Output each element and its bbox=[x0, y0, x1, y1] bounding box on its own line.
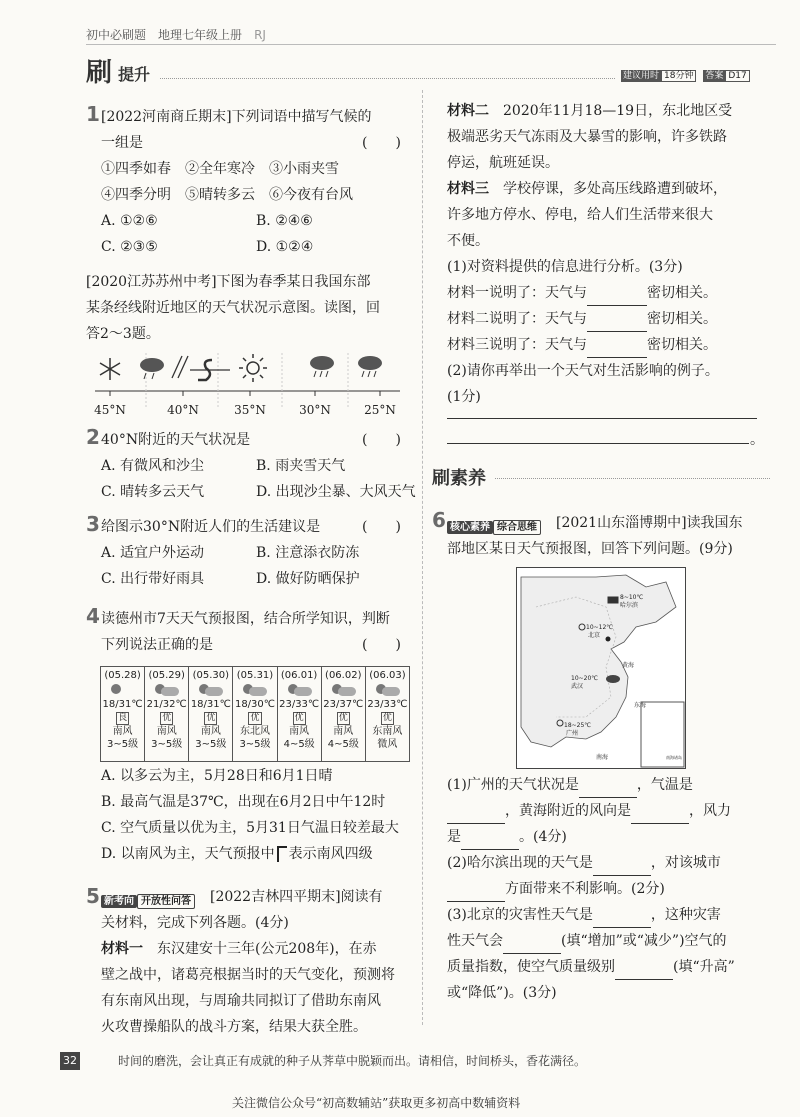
wind-symbol-icon bbox=[277, 846, 287, 862]
map-guangzhou-temp: 18~25℃ bbox=[564, 722, 592, 729]
forecast-temp: 18/30℃ bbox=[234, 699, 276, 710]
lat-label-30: 30°N bbox=[299, 403, 331, 417]
q6-a-line3: 是 。(4分) bbox=[447, 825, 567, 850]
forecast-temp: 23/33℃ bbox=[367, 699, 408, 710]
footer-note: 关注微信公众号“初高数辅站”获取更多初高中数辅资料 bbox=[232, 1096, 521, 1110]
intro-line3: 答2～3题。 bbox=[86, 326, 160, 342]
q1-option-d[interactable]: D. ①②④ bbox=[256, 239, 314, 255]
cloudy-icon bbox=[145, 682, 188, 698]
map-harbin: 哈尔滨 bbox=[620, 602, 639, 609]
sunny-cloudy-icon bbox=[101, 682, 144, 698]
cloudy-icon bbox=[322, 682, 365, 698]
q5-stem: [2022吉林四平期末]阅读有 bbox=[210, 889, 383, 905]
q6-number: 6 bbox=[432, 508, 446, 532]
q5-part2: (2)请你再举出一个天气对生活影响的例子。 bbox=[447, 363, 719, 379]
intro-line1: [2020江苏苏州中考]下图为春季某日我国东部 bbox=[86, 274, 371, 290]
map-guangzhou: 广州 bbox=[566, 730, 579, 737]
q3-option-a[interactable]: A. 适宜户外运动 bbox=[101, 545, 205, 561]
answer-line-1[interactable] bbox=[447, 418, 757, 419]
cloudy-icon bbox=[278, 682, 321, 698]
intro-line2: 某条经线附近地区的天气状况示意图。读图，回 bbox=[86, 300, 380, 316]
forecast-wind: 南风 bbox=[333, 726, 354, 737]
q6-c-line3: 质量指数，使空气质量级别 (填“升高” bbox=[447, 955, 735, 980]
snow-map-icon bbox=[608, 597, 618, 603]
q5-m2-line3: 停运，航班延误。 bbox=[447, 155, 559, 171]
q4-number: 4 bbox=[86, 604, 100, 628]
forecast-table bbox=[100, 666, 410, 762]
forecast-day bbox=[366, 667, 409, 761]
q1-paren: ( ) bbox=[362, 135, 401, 151]
column-divider bbox=[422, 90, 423, 1025]
q4-stem2: 下列说法正确的是 bbox=[101, 637, 213, 653]
q1-option-a[interactable]: A. ①②⑥ bbox=[101, 213, 158, 229]
q6-stem2: 部地区某日天气预报图，回答下列问题。(9分) bbox=[447, 541, 733, 557]
q1-stem: [2022河南商丘期末]下列词语中描写气候的 bbox=[101, 109, 372, 125]
answer-end-mark: 。 bbox=[750, 432, 764, 448]
q1-items-row1: ①四季如春 ②全年寒冷 ③小雨夹雪 bbox=[101, 161, 339, 177]
map-wuhan: 武汉 bbox=[571, 683, 584, 690]
forecast-date: (05.31) bbox=[236, 670, 274, 681]
forecast-date: (06.02) bbox=[325, 670, 362, 681]
cloudy-icon bbox=[189, 682, 232, 698]
q1-stem2: 一组是 bbox=[101, 135, 143, 151]
q5-m3-line1: 材料三 学校停课，多处高压线路遭到破坏， bbox=[447, 181, 727, 197]
air-quality-badge: 良 bbox=[118, 713, 128, 723]
q2-option-b[interactable]: B. 雨夹雪天气 bbox=[256, 458, 346, 474]
wind-barb-icon bbox=[172, 356, 188, 378]
header-book: 初中必刷题 地理七年级上册 RJ bbox=[86, 28, 266, 42]
forecast-date: (06.01) bbox=[280, 670, 318, 681]
forecast-temp: 23/37℃ bbox=[323, 699, 364, 710]
q6-blank-level[interactable] bbox=[615, 965, 673, 980]
q5-part2-score: (1分) bbox=[447, 389, 481, 405]
dust-storm-icon bbox=[190, 360, 230, 380]
forecast-wind: 南风 bbox=[156, 726, 177, 737]
forecast-day bbox=[189, 667, 233, 761]
q6-c-line2: 性天气会 (填“增加”或“减少”)空气的 bbox=[447, 929, 727, 954]
header-dots bbox=[160, 78, 615, 79]
q5-m2-line1: 材料二 2020年11月18—19日，东北地区受 bbox=[447, 103, 733, 119]
q3-number: 3 bbox=[86, 512, 100, 536]
q2-stem: 40°N附近的天气状况是 bbox=[101, 432, 251, 448]
map-east-sea: 东海 bbox=[634, 702, 647, 709]
q6-blank-weather[interactable] bbox=[579, 783, 637, 798]
air-quality-badge: 优 bbox=[206, 713, 216, 723]
china-east-weather-map bbox=[516, 567, 686, 769]
q5-m1-line3: 有东南风出现，与周瑜共同拟订了借助东南风 bbox=[101, 993, 381, 1009]
q6-stem: [2021山东淄博期中]读我国东 bbox=[556, 515, 743, 531]
lat-label-45: 45°N bbox=[94, 403, 126, 417]
q5-m1-line2: 壁之战中，诸葛亮根据当时的天气变化，预测将 bbox=[101, 967, 395, 983]
forecast-level: 4~5级 bbox=[283, 739, 315, 750]
forecast-wind: 南风 bbox=[112, 726, 133, 737]
forecast-day bbox=[278, 667, 322, 761]
q5-fill2: 材料二说明了：天气与 密切相关。 bbox=[447, 307, 717, 332]
map-harbin-temp: 8~10℃ bbox=[620, 594, 644, 601]
rain-map-icon bbox=[606, 675, 620, 683]
air-quality-badge: 优 bbox=[294, 713, 304, 723]
cloudy-icon bbox=[366, 682, 409, 698]
q3-option-b[interactable]: B. 注意添衣防冻 bbox=[256, 545, 360, 561]
beijing-star-icon bbox=[606, 637, 611, 642]
q4-option-a[interactable]: A. 以多云为主，5月28日和6月1日晴 bbox=[101, 768, 333, 784]
q6-a-line2: ，黄海附近的风向是 ，风力 bbox=[447, 799, 731, 824]
q1-option-c[interactable]: C. ②③⑤ bbox=[101, 239, 158, 255]
lat-label-35: 35°N bbox=[234, 403, 266, 417]
q5-blank-1[interactable] bbox=[587, 291, 647, 306]
q5-fill3: 材料三说明了：天气与 密切相关。 bbox=[447, 333, 717, 358]
brush-logo: 刷 bbox=[86, 58, 113, 88]
forecast-date: (05.28) bbox=[104, 670, 141, 681]
forecast-level: 微风 bbox=[377, 739, 398, 750]
q5-m3-line3: 不便。 bbox=[447, 233, 489, 249]
q6-b-line1: (2)哈尔滨出现的天气是 ，对该城市 bbox=[447, 851, 721, 876]
q5-blank-3[interactable] bbox=[587, 343, 647, 358]
forecast-date: (06.03) bbox=[369, 670, 406, 681]
q5-m1-line4: 火攻曹操船队的战斗方案，结果大获全胜。 bbox=[101, 1019, 367, 1035]
q5-tags: 新考向 开放性问答 bbox=[101, 889, 195, 908]
q2-paren: ( ) bbox=[362, 432, 401, 448]
q1-option-b[interactable]: B. ②④⑥ bbox=[256, 213, 313, 229]
q4-stem: 读德州市7天天气预报图，结合所学知识，判断 bbox=[101, 611, 390, 627]
map-yellow-sea: 黄海 bbox=[622, 662, 635, 669]
map-beijing: 北京 bbox=[588, 632, 601, 639]
section2-title: 刷素养 bbox=[432, 468, 486, 489]
q5-m1-line1: 材料一 东汉建安十三年(公元208年)，在赤 bbox=[101, 941, 377, 957]
forecast-level: 3~5级 bbox=[151, 739, 183, 750]
footer-quote: 时间的磨洗，会让真正有成就的种子从荠草中脱颖而出。请相信，时间桥头，香花满径。 bbox=[118, 1054, 587, 1068]
q6-a-line1: (1)广州的天气状况是 ，气温是 bbox=[447, 773, 693, 798]
q1-number: 1 bbox=[86, 102, 100, 126]
forecast-level: 4~5级 bbox=[327, 739, 359, 750]
forecast-date: (05.29) bbox=[148, 670, 185, 681]
section2-dots bbox=[495, 478, 770, 479]
forecast-wind: 南风 bbox=[289, 726, 310, 737]
q6-blank-disaster[interactable] bbox=[593, 913, 651, 928]
q5-blank-2[interactable] bbox=[587, 317, 647, 332]
map-beijing-temp: 10~12℃ bbox=[586, 624, 614, 631]
lat-label-25: 25°N bbox=[364, 403, 396, 417]
map-south-sea: 南海 bbox=[596, 754, 609, 761]
rain-cloud-icon-2 bbox=[358, 356, 382, 377]
map-wuhan-temp: 10~20℃ bbox=[571, 675, 599, 682]
q5-number: 5 bbox=[86, 884, 100, 908]
air-quality-badge: 优 bbox=[250, 713, 260, 723]
q6-blank-wind[interactable] bbox=[631, 809, 689, 824]
q1-items-row2: ④四季分明 ⑤晴转多云 ⑥今夜有台风 bbox=[101, 187, 353, 203]
page-number: 32 bbox=[60, 1052, 80, 1070]
snow-icon bbox=[100, 358, 120, 380]
q3-stem: 给图示30°N附近人们的生活建议是 bbox=[101, 519, 321, 535]
rain-cloud-icon bbox=[310, 356, 334, 377]
air-quality-badge: 优 bbox=[162, 713, 172, 723]
q6-blank-change[interactable] bbox=[503, 939, 561, 954]
time-badge: 建议用时 18分钟 答案 D17 bbox=[621, 68, 750, 81]
q2-number: 2 bbox=[86, 425, 100, 449]
q5-m2-line2: 极端恶劣天气冻雨及大暴雪的影响，许多铁路 bbox=[447, 129, 727, 145]
forecast-day bbox=[322, 667, 366, 761]
sleet-cloud-icon bbox=[140, 358, 164, 379]
q5-part1: (1)对资料提供的信息进行分析。(3分) bbox=[447, 259, 683, 275]
q6-c-line4: 或“降低”)。(3分) bbox=[447, 985, 557, 1001]
forecast-wind: 东南风 bbox=[372, 726, 403, 737]
q5-stem2: 关材料，完成下列各题。(4分) bbox=[101, 915, 289, 931]
q5-fill1: 材料一说明了：天气与 密切相关。 bbox=[447, 281, 717, 306]
q2-option-d[interactable]: D. 出现沙尘暴、大风天气 bbox=[256, 484, 416, 500]
forecast-wind: 东北风 bbox=[239, 726, 270, 737]
forecast-level: 3~5级 bbox=[239, 739, 271, 750]
forecast-level: 3~5级 bbox=[195, 739, 227, 750]
forecast-wind: 南风 bbox=[200, 726, 221, 737]
q4-option-c[interactable]: C. 空气质量以优为主，5月31日气温日较差最大 bbox=[101, 820, 399, 836]
forecast-day bbox=[101, 667, 145, 761]
answer-line-2[interactable] bbox=[447, 443, 749, 444]
forecast-temp: 21/32℃ bbox=[146, 699, 187, 710]
q3-option-c[interactable]: C. 出行带好雨具 bbox=[101, 571, 205, 587]
cloudy-icon bbox=[233, 682, 276, 698]
q3-option-d[interactable]: D. 做好防晒保护 bbox=[256, 571, 360, 587]
map-inset-label: 南海诸岛 bbox=[666, 755, 682, 760]
sun-icon bbox=[239, 354, 267, 382]
q6-blank-aspect[interactable] bbox=[447, 887, 505, 902]
forecast-temp: 23/33℃ bbox=[279, 699, 320, 710]
q6-tags: 核心素养 综合思维 bbox=[447, 515, 541, 534]
section-title: 提升 bbox=[118, 65, 151, 84]
q6-b-line2: 方面带来不利影响。(2分) bbox=[447, 877, 665, 902]
q2-option-c[interactable]: C. 晴转多云天气 bbox=[101, 484, 205, 500]
forecast-date: (05.30) bbox=[192, 670, 230, 681]
q2-option-a[interactable]: A. 有微风和沙尘 bbox=[101, 458, 205, 474]
header-rule bbox=[86, 44, 776, 45]
q4-option-b[interactable]: B. 最高气温是37℃，出现在6月2日中午12时 bbox=[101, 794, 386, 810]
air-quality-badge: 优 bbox=[338, 713, 348, 723]
forecast-temp: 18/31℃ bbox=[102, 699, 143, 710]
q3-paren: ( ) bbox=[362, 519, 401, 535]
q6-blank-force[interactable] bbox=[461, 835, 519, 850]
forecast-day bbox=[145, 667, 189, 761]
q5-m3-line2: 许多地方停水、停电，给人们生活带来很大 bbox=[447, 207, 713, 223]
air-quality-badge: 优 bbox=[382, 713, 392, 723]
q6-c-line1: (3)北京的灾害性天气是 ，这种灾害 bbox=[447, 903, 721, 928]
q4-option-d[interactable]: D. 以南风为主，天气预报中 表示南风四级 bbox=[101, 846, 373, 862]
forecast-temp: 18/31℃ bbox=[190, 699, 231, 710]
weather-strip-diagram bbox=[90, 348, 410, 423]
q6-blank-harbin[interactable] bbox=[593, 861, 651, 876]
forecast-day bbox=[233, 667, 277, 761]
lat-label-40: 40°N bbox=[167, 403, 199, 417]
q4-paren: ( ) bbox=[362, 637, 401, 653]
forecast-level: 3~5级 bbox=[107, 739, 139, 750]
q6-blank-temp[interactable] bbox=[447, 809, 505, 824]
